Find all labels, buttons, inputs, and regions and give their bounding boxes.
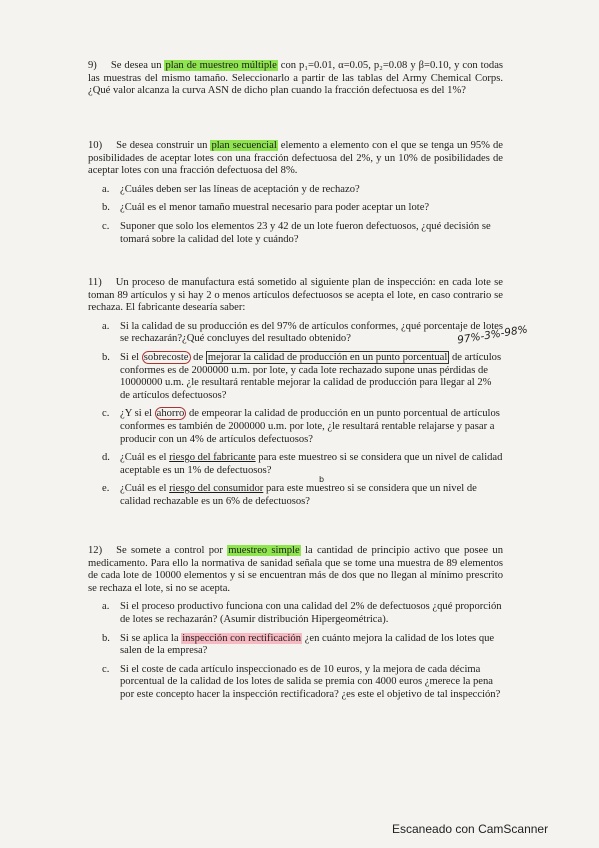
list-item [88, 664, 503, 702]
item-marker: d. [102, 452, 110, 464]
item-marker: b. [102, 351, 110, 363]
item-marker: c. [102, 663, 110, 675]
item-text: ¿en cuánto mejora la calidad de los lotes que salen de la empresa? [120, 632, 495, 657]
item-text: ¿Cuáles deben ser las líneas de aceptación y de rechazo? [120, 183, 360, 195]
item-text: Si el proceso productivo funciona con una calidad del 2% de defectuosos ¿qué proporción de lotes se rechazarán? (Asumir distribución Hipergeométrica). [120, 601, 502, 625]
problem-12-number: 12) [88, 545, 103, 556]
item-text: Si se aplica la [120, 632, 179, 644]
item-marker: a. [102, 183, 110, 195]
item-text: ¿Cuál es el menor tamaño muestral necesario para poder aceptar un lote? [120, 202, 430, 214]
list-item [88, 633, 503, 658]
problem-10-number: 10) [88, 140, 103, 151]
problem-12-items [88, 601, 503, 701]
problem-12-text-start: Se somete a control por [116, 545, 223, 556]
problem-11 [88, 277, 503, 515]
list-item [88, 452, 503, 477]
item-marker: a. [102, 320, 110, 332]
problem-9-number: 9) [88, 60, 97, 71]
circled-sobrecoste: sobrecoste [143, 351, 189, 363]
list-item [88, 221, 503, 246]
item-text: de artículos conformes es de 2000000 u.m. por lote, y cada lote rechazado supone unas pérdidas de 10000000 u.m. ¿le resultará rentable mejorar la calidad de producción para llegar al 2% de artículos defectuosos? [120, 351, 502, 401]
item-marker: a. [102, 601, 110, 613]
problem-10 [88, 140, 503, 252]
list-item [88, 408, 503, 446]
problem-9-text-end: con p₁=0.01, α=0.05, p₂=0.08 y β=0.10, y con todas las muestras del mismo tamaño. Seleccionarlo a partir de las tablas del Army Chemical Corps. ¿Qué valor alcanza la curva ASN de dicho plan cuando la fracción defectuosa es del 1%? [88, 60, 504, 97]
list-item [88, 321, 503, 346]
problem-11-items [88, 321, 503, 509]
item-marker: c. [102, 408, 110, 420]
handwritten-b-mark: b [319, 475, 325, 484]
item-text: ¿Y si el [120, 408, 152, 420]
item-text: de empeorar la calidad de producción en un punto porcentual de artículos conformes es también de 2000000 u.m. por lote, ¿le resultará rentable relajarse y pasar a producir con un 4% de artículos defectuosos? [120, 408, 500, 445]
handwritten-note: 97%-3%-98% [456, 323, 529, 347]
problem-12 [88, 545, 503, 708]
problem-10-text [88, 140, 503, 178]
item-text: Suponer que solo los elementos 23 y 42 de un lote fueron defectuosos, ¿qué decisión se tomará sobre la calidad del lote y cuándo? [120, 220, 491, 245]
item-marker: b. [102, 632, 110, 644]
problem-10-text-start: Se desea construir un [116, 140, 208, 151]
problem-9 [88, 60, 503, 98]
list-item [88, 601, 503, 626]
item-text: ¿Cuál es el [120, 483, 167, 495]
problem-11-intro-text: Un proceso de manufactura está sometido al siguiente plan de inspección: en cada lote se toman 89 artículos y si hay 2 o menos artículos defectuosos se acepta el lote, en caso contrario se rechaza. El fabricante desearía saber: [88, 277, 503, 314]
item-text: para este muestreo si se considera que un nivel de calidad rechazable es un 6% de defectuosos? [120, 483, 477, 507]
item-text: de [193, 351, 204, 363]
item-marker: e. [102, 483, 110, 495]
highlight-sequential-plan: plan secuencial [211, 140, 277, 151]
item-text: Si el [120, 351, 140, 363]
item-text: ¿Cuál es el [120, 452, 167, 464]
item-marker: c. [102, 220, 110, 232]
item-marker: b. [102, 202, 110, 214]
boxed-improve-quality: mejorar la calidad de producción en un punto porcentual [207, 351, 448, 363]
problem-9-text-start: Se desea un [110, 60, 162, 71]
problem-12-text-end: la cantidad de principio activo que posee un medicamento. Para ello la normativa de sanidad señala que se tome una muestra de 89 elementos de cada lote de 10000 elementos y si se encuentran más de dos que no llegan al mínimo prescrito se rechaza el lote, si no se acepta. [88, 545, 503, 594]
list-item [88, 483, 503, 508]
list-item [88, 184, 503, 197]
circled-ahorro: ahorro [156, 408, 185, 420]
item-text: para este muestreo si se considera que un nivel de calidad aceptable es un 1% de defectuosos? [120, 452, 503, 476]
problem-10-items [88, 184, 503, 246]
underlined-producer-risk: riesgo del fabricante [169, 452, 256, 464]
item-text: Si el coste de cada artículo inspeccionado es de 10 euros, y la mejora de cada décima porcentual de la calidad de los lotes de salida se premia con 4000 euros ¿merece la pena por este concepto hacer la inspección rectificadora? ¿es este el objetivo de tal inspección? [120, 663, 501, 700]
underlined-consumer-risk: riesgo del consumidor [169, 483, 264, 495]
problem-9-text [88, 60, 503, 98]
problem-11-intro [88, 277, 503, 315]
highlight-rectifying-inspection: inspección con rectificación [182, 632, 302, 644]
highlight-multiple-plan: plan de muestreo múltiple [165, 60, 277, 71]
list-item [88, 352, 503, 402]
list-item [88, 202, 503, 215]
problem-12-text [88, 545, 503, 595]
problem-10-text-end: elemento a elemento con el que se tenga un 95% de posibilidades de aceptar lotes con una fracción defectuosa del 2%, y un 10% de posibilidades de aceptar lotes con una fracción defectuosa del 8%. [88, 140, 503, 177]
item-text: Si la calidad de su producción es del 97% de artículos conformes, ¿qué porcentaje de lotes se rechazarán?¿Qué concluyes del resultado obtenido? [120, 320, 504, 345]
problem-11-number: 11) [88, 277, 102, 288]
camscanner-watermark: Escaneado con CamScanner [392, 822, 549, 836]
highlight-simple-sampling: muestreo simple [228, 545, 300, 556]
